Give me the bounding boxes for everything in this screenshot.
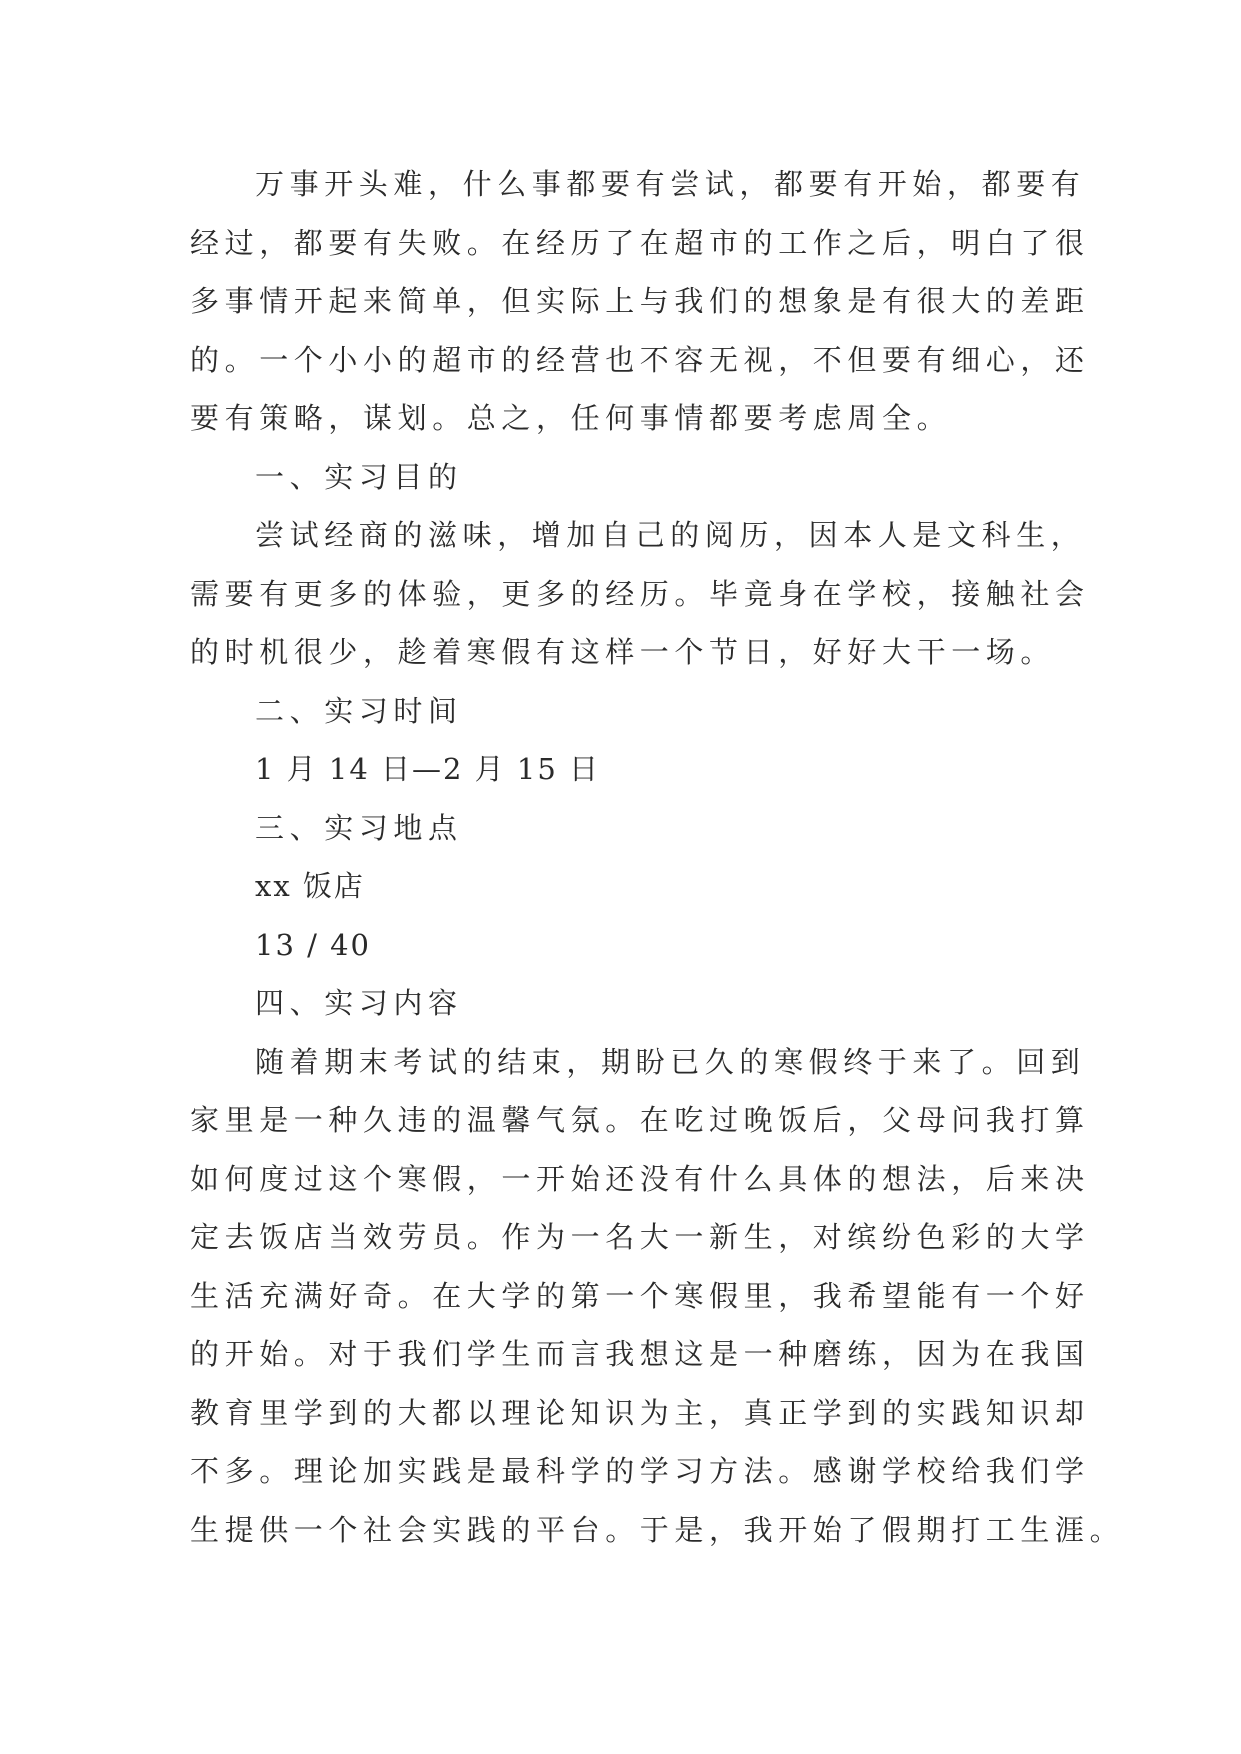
paragraph-line: 生提供一个社会实践的平台。于是，我开始了假期打工生涯。	[190, 1512, 1125, 1547]
paragraph-line: 家里是一种久违的温馨气氛。在吃过晚饭后，父母问我打算	[190, 1103, 1090, 1137]
paragraph-line: 要有策略，谋划。总之，任何事情都要考虑周全。	[190, 401, 952, 435]
paragraph-line: 定去饭店当效劳员。作为一名大一新生，对缤纷色彩的大学	[190, 1220, 1090, 1254]
paragraph-line: 的时机很少，趁着寒假有这样一个节日，好好大干一场。	[190, 635, 1056, 669]
paragraph-line: 教育里学到的大都以理论知识为主，真正学到的实践知识却	[190, 1395, 1090, 1430]
paragraph-line: 不多。理论加实践是最科学的学习方法。感谢学校给我们学	[190, 1454, 1090, 1488]
section-heading: 二、实习时间	[255, 693, 463, 728]
paragraph-line: 的开始。对于我们学生而言我想这是一种磨练，因为在我国	[190, 1337, 1090, 1371]
section-heading: 四、实习内容	[255, 986, 463, 1020]
paragraph-line: 生活充满好奇。在大学的第一个寒假里，我希望能有一个好	[190, 1278, 1090, 1313]
section-heading: 三、实习地点	[255, 810, 463, 845]
paragraph-line: 万事开头难，什么事都要有尝试，都要有开始，都要有	[255, 167, 1086, 201]
paragraph-line: 尝试经商的滋味，增加自己的阅历，因本人是文科生，	[255, 518, 1086, 552]
paragraph-line: 随着期末考试的结束，期盼已久的寒假终于来了。回到	[255, 1044, 1086, 1079]
date-range: 1 月 14 日—2 月 15 日	[255, 752, 601, 786]
paragraph-line: 的。一个小小的超市的经营也不容无视，不但要有细心，还	[190, 342, 1090, 377]
document-page	[190, 155, 1125, 1559]
location: xx 饭店	[255, 869, 365, 903]
page-number: 13 / 40	[255, 927, 372, 962]
paragraph-line: 多事情开起来简单，但实际上与我们的想象是有很大的差距	[190, 284, 1090, 318]
paragraph-line: 需要有更多的体验，更多的经历。毕竟身在学校，接触社会	[190, 576, 1090, 611]
paragraph-line: 如何度过这个寒假，一开始还没有什么具体的想法，后来决	[190, 1161, 1090, 1196]
section-heading: 一、实习目的	[255, 459, 463, 494]
paragraph-line: 经过，都要有失败。在经历了在超市的工作之后，明白了很	[190, 225, 1090, 260]
